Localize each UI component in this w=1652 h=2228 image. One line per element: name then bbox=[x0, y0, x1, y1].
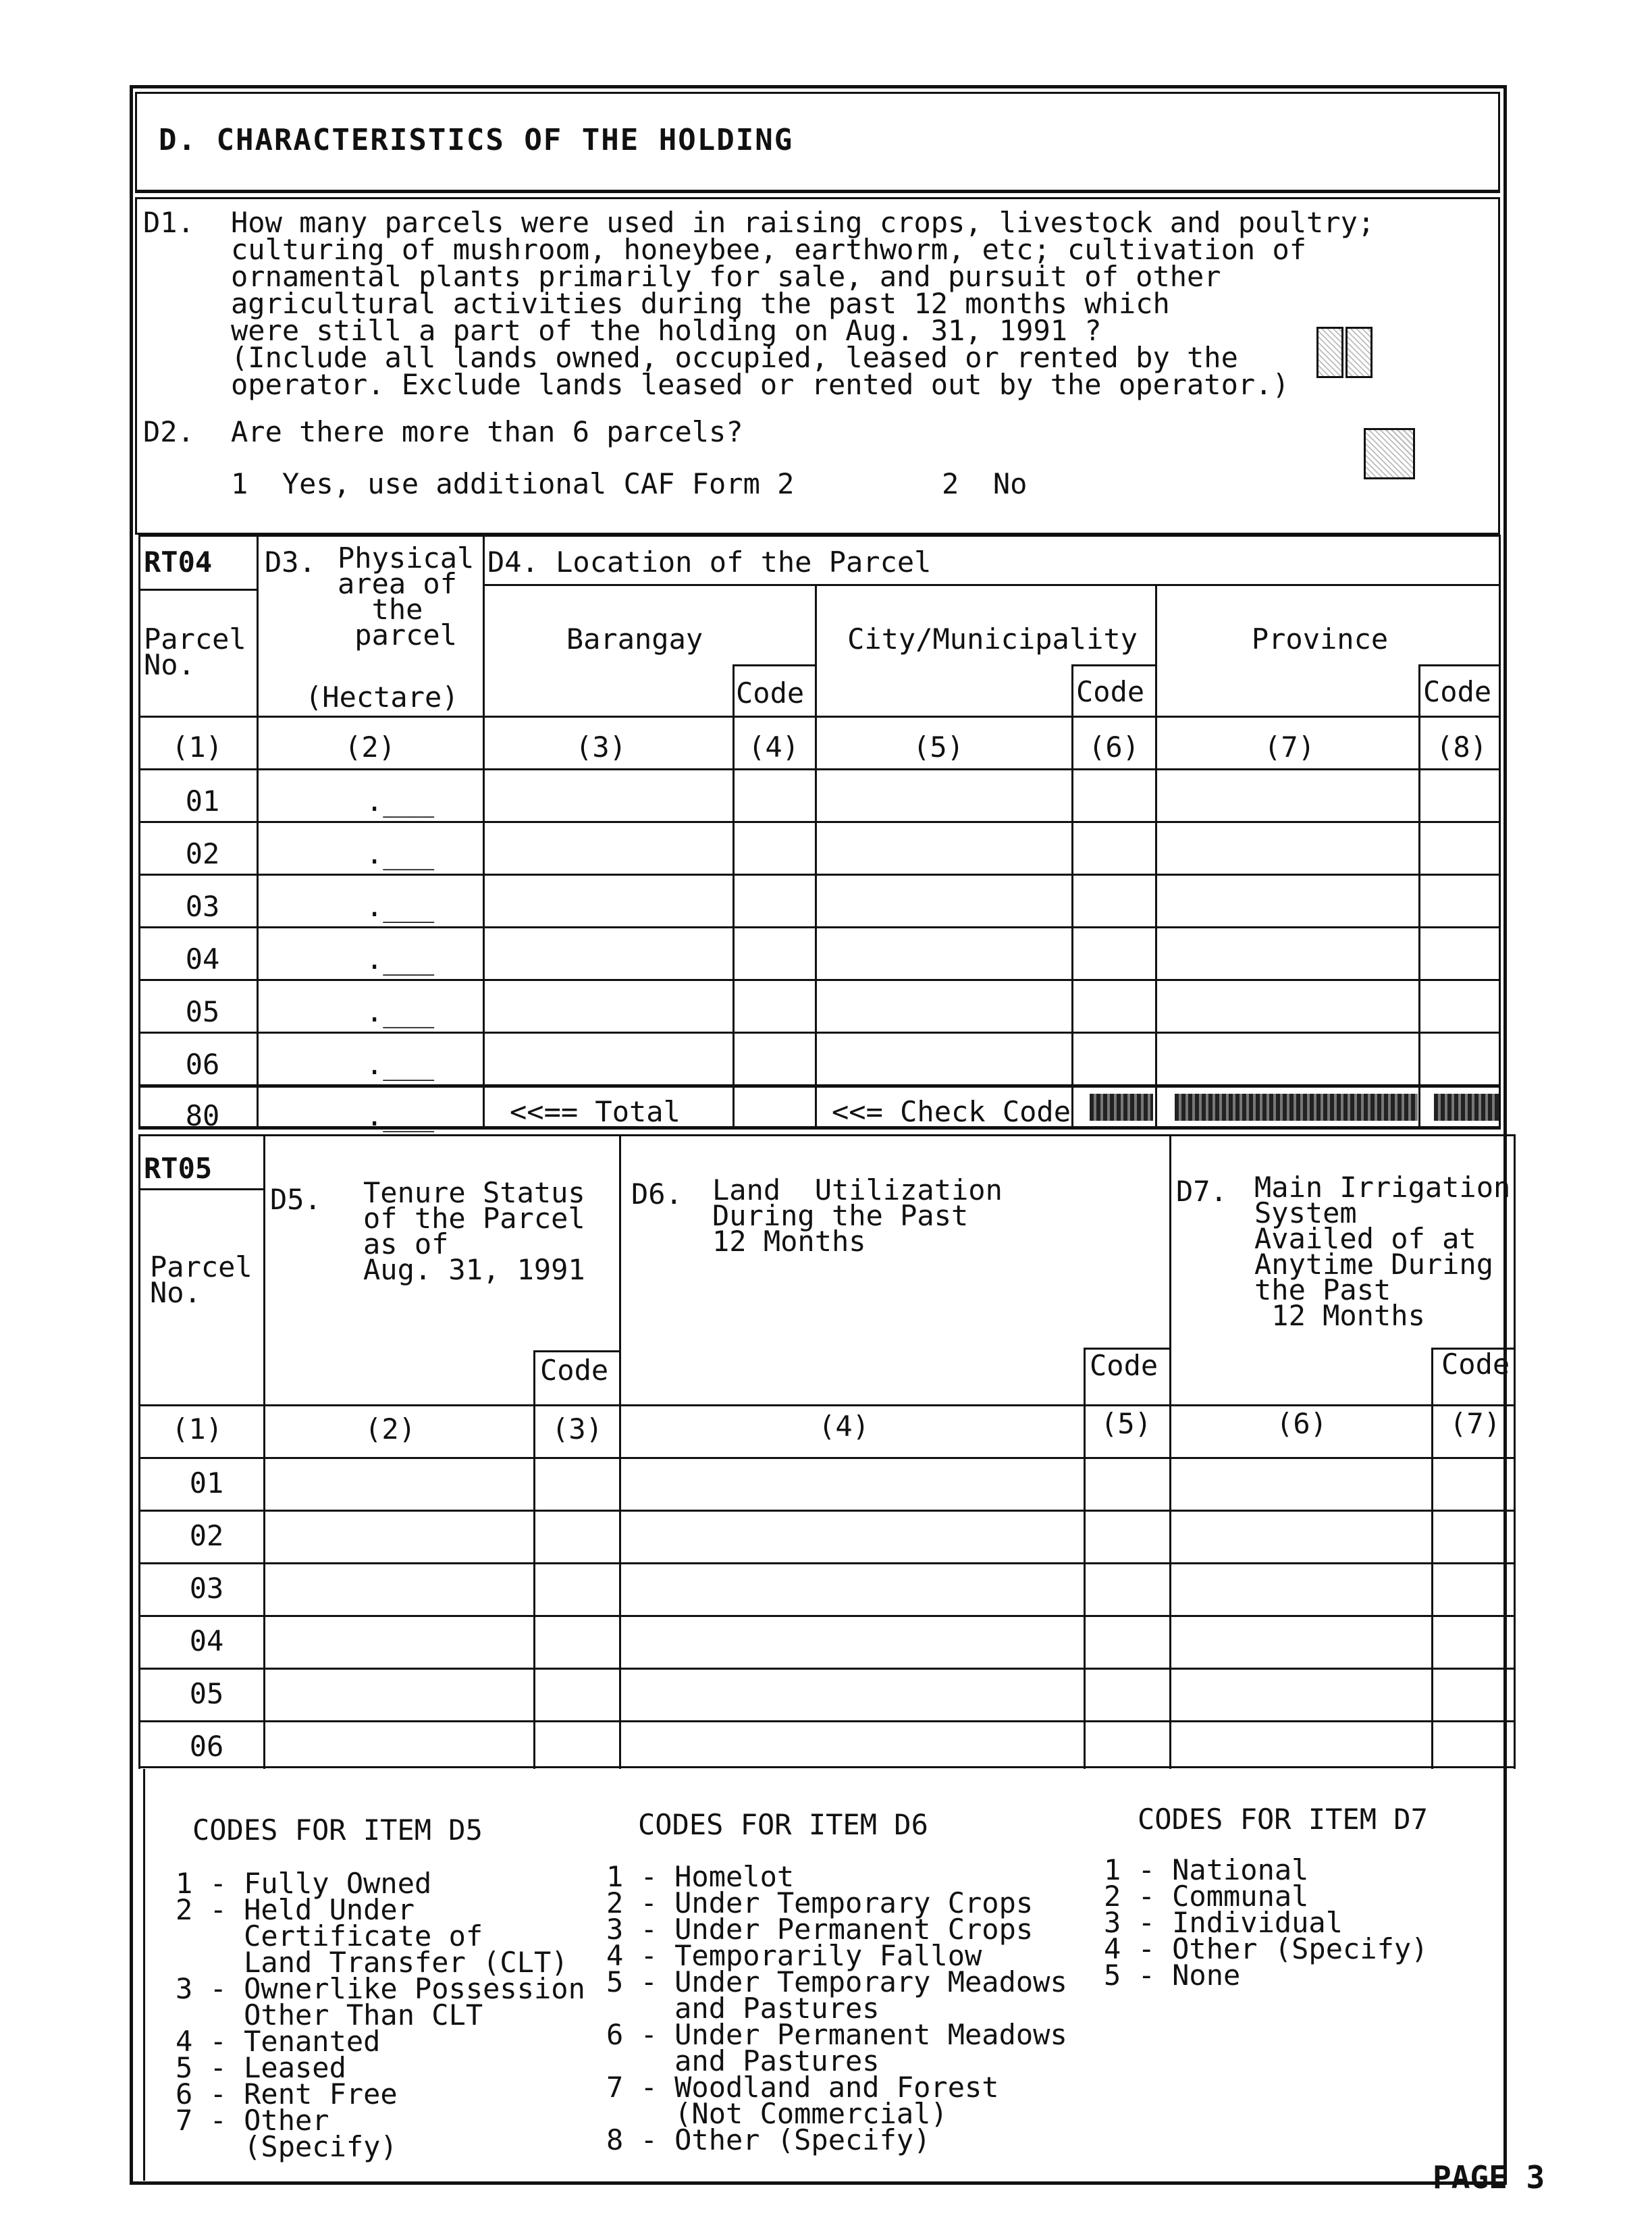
d3-unit: (Hectare) bbox=[305, 681, 459, 714]
rt05-col-7: (7) bbox=[1449, 1407, 1501, 1440]
rt05-parcel-no-header: Parcel No. bbox=[150, 1250, 252, 1309]
codes-d6-list: 1 - Homelot 2 - Under Temporary Crops 3 - Under Permanent Crops 4 - Temporarily Fallow 5 - Under Temporary Meadows and Pastures 6 - Under Permanent Meadows and Pastures 7 - Woodland and Forest (Not Commercial) 8 - Other (Specify) bbox=[606, 1860, 1067, 2156]
rt04-parcel-no-header: Parcel No. bbox=[144, 622, 246, 681]
area-field-01[interactable]: .___ bbox=[366, 785, 435, 818]
province-code-header: Code bbox=[1423, 675, 1492, 708]
rt05-col-6: (6) bbox=[1276, 1407, 1327, 1440]
d5-code-header: Code bbox=[540, 1354, 609, 1387]
area-field-02[interactable]: .___ bbox=[366, 837, 435, 870]
area-field-03[interactable]: .___ bbox=[366, 890, 435, 923]
check-code-shaded-2 bbox=[1175, 1094, 1418, 1121]
rt05-col-5: (5) bbox=[1100, 1407, 1152, 1440]
check-code-label: <<= Check Code bbox=[832, 1095, 1071, 1128]
d3-label: Physical area of the parcel bbox=[338, 541, 475, 652]
rt04-col-5: (5) bbox=[913, 731, 964, 764]
rt04-col-2: (2) bbox=[344, 731, 396, 764]
rt04-record-type: RT04 bbox=[144, 546, 213, 579]
rt04-total-row-number: 80 bbox=[185, 1099, 220, 1132]
d2-option-no: 2 No bbox=[942, 467, 1028, 500]
rt05-col-1: (1) bbox=[171, 1412, 223, 1445]
d2-option-yes: 1 Yes, use additional CAF Form 2 bbox=[231, 467, 795, 500]
rt04-col-8: (8) bbox=[1436, 731, 1487, 764]
codes-d7-list: 1 - National 2 - Communal 3 - Individual 4 - Other (Specify) 5 - None bbox=[1104, 1853, 1429, 1992]
check-code-shaded-3 bbox=[1434, 1094, 1499, 1121]
rt05-col-4: (4) bbox=[818, 1410, 870, 1443]
rt04-row-04: 04 bbox=[185, 943, 220, 976]
rt04-row-05: 05 bbox=[185, 995, 220, 1028]
d5-label: Tenure Status of the Parcel as of Aug. 31, 1991 bbox=[363, 1176, 585, 1286]
d7-number: D7. bbox=[1176, 1175, 1227, 1208]
rt04-row-03: 03 bbox=[185, 890, 220, 923]
rt05-col-3: (3) bbox=[552, 1412, 603, 1445]
d1-answer-box-2[interactable] bbox=[1345, 327, 1373, 378]
d7-label: Main Irrigation System Availed of at Anytime During the Past 12 Months bbox=[1254, 1171, 1511, 1332]
d2-number: D2. bbox=[143, 415, 194, 448]
codes-d5-title: CODES FOR ITEM D5 bbox=[192, 1813, 483, 1847]
area-field-06[interactable]: .___ bbox=[366, 1048, 435, 1081]
check-code-shaded-1 bbox=[1090, 1094, 1153, 1121]
rt05-row-05: 05 bbox=[189, 1677, 224, 1710]
d3-number: D3. bbox=[265, 546, 316, 579]
d6-number: D6. bbox=[631, 1177, 683, 1211]
d1-number: D1. bbox=[143, 206, 194, 239]
rt04-row-01: 01 bbox=[185, 785, 220, 818]
rt05-row-01: 01 bbox=[189, 1466, 224, 1500]
codes-d7-title: CODES FOR ITEM D7 bbox=[1138, 1803, 1428, 1836]
area-total-field[interactable]: .___ bbox=[366, 1099, 435, 1132]
d7-code-header: Code bbox=[1441, 1348, 1510, 1381]
codes-d6-title: CODES FOR ITEM D6 bbox=[638, 1808, 928, 1841]
codes-d5-list: 1 - Fully Owned 2 - Held Under Certificate of Land Transfer (CLT) 3 - Ownerlike Possession Other Than CLT 4 - Tenanted 5 - Leased 6 - Rent Free 7 - Other (Specify) bbox=[176, 1867, 585, 2163]
rt05-row-04: 04 bbox=[189, 1624, 224, 1657]
d1-question: How many parcels were used in raising crops, livestock and poultry; culturing of mushroom, honeybee, earthworm, etc; cultivation of ornamental plants primarily for sale, and pursuit of other agricultural activities during the past 12 months which were still a part of the holding on Aug. 31, 1991 ? (Include all lands owned, occupied, leased or rented by the operator. Exclude lands leased or rented out by the operator.) bbox=[231, 206, 1375, 401]
rt05-record-type: RT05 bbox=[144, 1152, 213, 1185]
rt05-row-03: 03 bbox=[189, 1572, 224, 1605]
barangay-code-header: Code bbox=[736, 677, 805, 710]
d4-label: D4. Location of the Parcel bbox=[487, 546, 932, 579]
rt05-row-06: 06 bbox=[189, 1730, 224, 1763]
d1-answer-box-1[interactable] bbox=[1316, 327, 1343, 378]
page-number: PAGE 3 bbox=[1433, 2159, 1545, 2196]
rt05-row-02: 02 bbox=[189, 1519, 224, 1552]
city-code-header: Code bbox=[1076, 675, 1145, 708]
rt04-col-6: (6) bbox=[1088, 731, 1140, 764]
d6-label: Land Utilization During the Past 12 Months bbox=[712, 1173, 1003, 1258]
area-field-04[interactable]: .___ bbox=[366, 943, 435, 976]
d2-answer-box[interactable] bbox=[1364, 428, 1415, 479]
rt04-row-02: 02 bbox=[185, 837, 220, 870]
rt04-col-4: (4) bbox=[748, 731, 799, 764]
city-header: City/Municipality bbox=[847, 622, 1138, 656]
d2-question: Are there more than 6 parcels? bbox=[231, 415, 743, 448]
d6-code-header: Code bbox=[1090, 1349, 1158, 1382]
province-header: Province bbox=[1251, 622, 1389, 656]
rt04-col-3: (3) bbox=[575, 731, 627, 764]
rt05-col-2: (2) bbox=[365, 1412, 416, 1445]
barangay-header: Barangay bbox=[566, 622, 703, 656]
section-title: D. CHARACTERISTICS OF THE HOLDING bbox=[159, 123, 794, 157]
rt04-col-1: (1) bbox=[171, 731, 223, 764]
rt04-col-7: (7) bbox=[1264, 731, 1315, 764]
rt04-row-06: 06 bbox=[185, 1048, 220, 1081]
total-label: <<== Total bbox=[510, 1095, 681, 1128]
d5-number: D5. bbox=[270, 1183, 321, 1216]
area-field-05[interactable]: .___ bbox=[366, 995, 435, 1028]
